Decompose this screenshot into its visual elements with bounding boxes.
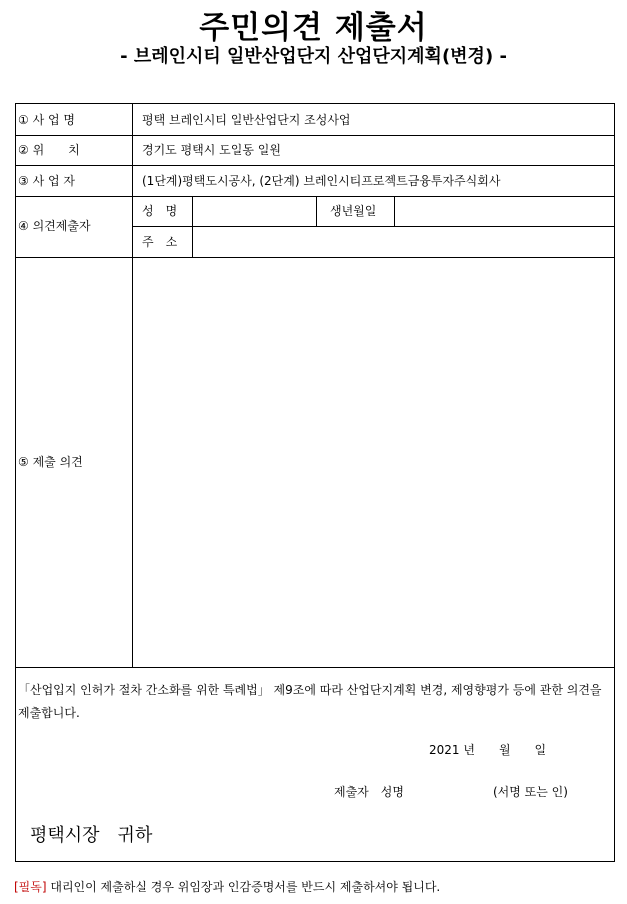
- row-divider: [16, 135, 614, 136]
- birth-date-label: 생년월일: [330, 204, 377, 218]
- column-divider: [316, 196, 317, 227]
- address-field[interactable]: [193, 227, 614, 257]
- location-label: ② 위 치: [18, 143, 80, 157]
- operator-label: ③ 사 업 자: [18, 174, 75, 188]
- date-line: 2021 년 월 일: [429, 743, 547, 757]
- address-label: 주 소: [142, 235, 178, 249]
- location-value: 경기도 평택시 도일동 일원: [142, 143, 281, 157]
- footnote-tag: [필독]: [14, 880, 47, 894]
- opinion-form: [15, 103, 615, 862]
- operator-value: (1단계)평택도시공사, (2단계) 브레인시티프로젝트금융투자주식회사: [142, 174, 501, 188]
- name-field[interactable]: [193, 197, 316, 226]
- footnote-text: 대리인이 제출하실 경우 위임장과 인감증명서를 반드시 제출하셔야 됩니다.: [46, 880, 441, 894]
- addressee: 평택시장 귀하: [30, 825, 153, 846]
- opinion-field[interactable]: [133, 258, 614, 667]
- footnote: [14, 878, 440, 895]
- sign-note: (서명 또는 인): [493, 785, 568, 799]
- submitter-label: ④ 의견제출자: [18, 219, 91, 233]
- birth-date-field[interactable]: [395, 197, 614, 226]
- opinion-label: ⑤ 제출 의견: [18, 455, 83, 469]
- row-divider: [16, 667, 614, 668]
- document-title: 주민의견 제출서: [199, 10, 428, 46]
- statement-text: 「산업입지 인허가 절차 간소화를 위한 특례법」 제9조에 따라 산업단지계획 변경, 제영향평가 등에 관한 의견을 제출합니다.: [18, 683, 602, 720]
- row-divider: [16, 165, 614, 166]
- project-name-label: ① 사 업 명: [18, 113, 75, 127]
- name-label: 성 명: [142, 204, 178, 218]
- project-name-value: 평택 브레인시티 일반산업단지 조성사업: [142, 113, 351, 127]
- submitter-signature-label: 제출자 성명: [334, 785, 404, 799]
- document-subtitle: - 브레인시티 일반산업단지 산업단지계획(변경) -: [120, 46, 507, 67]
